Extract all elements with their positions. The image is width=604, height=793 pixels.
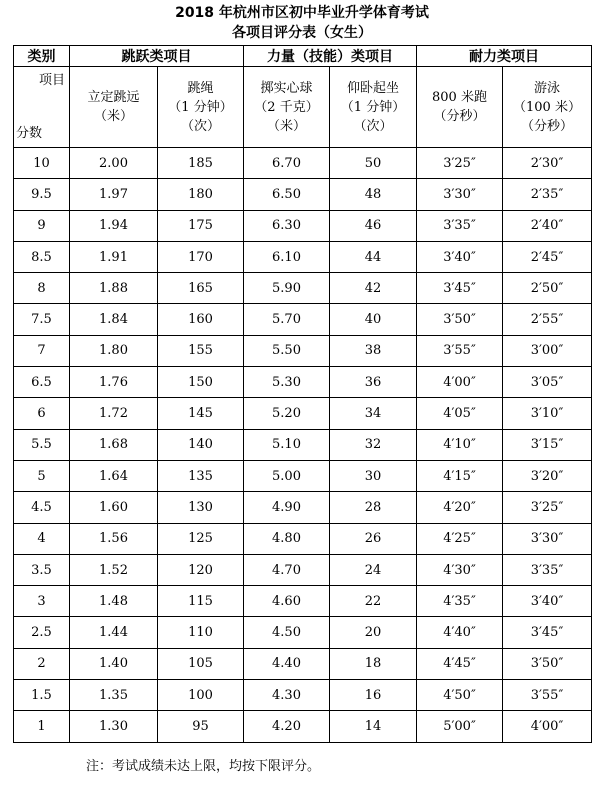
run-800m-cell: 3′25″ <box>417 148 503 179</box>
long-jump-cell: 1.44 <box>70 617 158 648</box>
table-row <box>14 648 592 679</box>
run-800m-cell: 4′10″ <box>417 429 503 460</box>
sit-ups-cell: 14 <box>330 711 417 742</box>
run-800m-cell: 4′20″ <box>417 492 503 523</box>
long-jump-cell: 1.76 <box>70 367 158 398</box>
swim-100m-cell: 3′00″ <box>503 335 592 366</box>
header-line: （1 分钟） <box>340 99 406 115</box>
score-cell: 3 <box>14 586 70 617</box>
sit-ups-cell: 40 <box>330 304 417 335</box>
endurance-group-header: 耐力类项目 <box>417 46 592 67</box>
table-row <box>14 492 592 523</box>
jump-group-header: 跳跃类项目 <box>70 46 244 67</box>
rope-skip-cell: 155 <box>158 335 244 366</box>
medicine-ball-cell: 6.50 <box>244 179 330 210</box>
table-row <box>14 680 592 711</box>
swim-100m-cell: 2′55″ <box>503 304 592 335</box>
sit-ups-cell: 22 <box>330 586 417 617</box>
header-line: （米） <box>266 118 306 134</box>
run-800m-cell: 3′40″ <box>417 241 503 272</box>
medicine-ball-cell: 6.10 <box>244 241 330 272</box>
rope-skip-cell: 170 <box>158 241 244 272</box>
score-table-body <box>14 148 592 743</box>
medicine-ball-cell: 6.70 <box>244 148 330 179</box>
score-cell: 8 <box>14 273 70 304</box>
rope-skip-cell: 105 <box>158 648 244 679</box>
run-800m-cell: 3′50″ <box>417 304 503 335</box>
rope-skip-cell: 140 <box>158 429 244 460</box>
table-row <box>14 586 592 617</box>
run-800m-cell: 4′25″ <box>417 523 503 554</box>
score-cell: 3.5 <box>14 554 70 585</box>
sit-ups-header <box>330 67 417 148</box>
run-800m-cell: 4′30″ <box>417 554 503 585</box>
swim-100m-cell: 2′40″ <box>503 210 592 241</box>
header-line: （米） <box>93 109 133 124</box>
swim-100m-cell: 3′05″ <box>503 367 592 398</box>
header-line: （1 分钟） <box>168 99 233 115</box>
sit-ups-cell: 28 <box>330 492 417 523</box>
run-800m-cell: 4′40″ <box>417 617 503 648</box>
score-cell: 2.5 <box>14 617 70 648</box>
header-line: （次） <box>353 118 393 134</box>
swim-100m-cell: 2′35″ <box>503 179 592 210</box>
long-jump-cell: 1.68 <box>70 429 158 460</box>
long-jump-cell: 1.35 <box>70 680 158 711</box>
header-line: （2 千克） <box>254 99 319 115</box>
table-row <box>14 398 592 429</box>
header-line: （分秒） <box>520 118 573 134</box>
run-800m-cell: 3′30″ <box>417 179 503 210</box>
header-line: 800 米跑 <box>432 90 487 105</box>
rope-skip-cell: 115 <box>158 586 244 617</box>
medicine-ball-cell: 6.30 <box>244 210 330 241</box>
score-cell: 6 <box>14 398 70 429</box>
sit-ups-cell: 46 <box>330 210 417 241</box>
sit-ups-cell: 24 <box>330 554 417 585</box>
score-label: 分数 <box>16 126 43 141</box>
sit-ups-cell: 50 <box>330 148 417 179</box>
medicine-ball-cell: 4.90 <box>244 492 330 523</box>
swim-100m-header <box>503 67 592 148</box>
item-score-diagonal-header <box>14 67 70 148</box>
strength-group-header: 力量（技能）类项目 <box>244 46 417 67</box>
table-row <box>14 554 592 585</box>
rope-skip-cell: 95 <box>158 711 244 742</box>
table-row <box>14 367 592 398</box>
rope-skip-cell: 145 <box>158 398 244 429</box>
table-row <box>14 179 592 210</box>
score-cell: 5 <box>14 460 70 491</box>
swim-100m-cell: 3′35″ <box>503 554 592 585</box>
rope-skip-cell: 135 <box>158 460 244 491</box>
item-label: 项目 <box>38 73 65 88</box>
swim-100m-cell: 3′30″ <box>503 523 592 554</box>
swim-100m-cell: 3′55″ <box>503 680 592 711</box>
score-cell: 10 <box>14 148 70 179</box>
table-row <box>14 210 592 241</box>
swim-100m-cell: 3′10″ <box>503 398 592 429</box>
sit-ups-cell: 18 <box>330 648 417 679</box>
medicine-ball-cell: 4.80 <box>244 523 330 554</box>
medicine-ball-cell: 5.00 <box>244 460 330 491</box>
rope-skip-cell: 110 <box>158 617 244 648</box>
score-cell: 9 <box>14 210 70 241</box>
sit-ups-cell: 34 <box>330 398 417 429</box>
score-cell: 7 <box>14 335 70 366</box>
score-cell: 1 <box>14 711 70 742</box>
sit-ups-cell: 44 <box>330 241 417 272</box>
score-cell: 6.5 <box>14 367 70 398</box>
run-800m-cell: 4′35″ <box>417 586 503 617</box>
header-line: 立定跳远 <box>87 90 140 105</box>
rope-skip-cell: 160 <box>158 304 244 335</box>
rope-skip-cell: 120 <box>158 554 244 585</box>
rope-skip-cell: 175 <box>158 210 244 241</box>
table-row <box>14 335 592 366</box>
medicine-ball-header <box>244 67 330 148</box>
header-line: （100 米） <box>513 99 581 115</box>
header-line: 仰卧起坐 <box>346 80 399 96</box>
swim-100m-cell: 2′45″ <box>503 241 592 272</box>
long-jump-cell: 1.84 <box>70 304 158 335</box>
medicine-ball-cell: 4.20 <box>244 711 330 742</box>
header-line: 跳绳 <box>187 80 214 96</box>
rope-skip-cell: 180 <box>158 179 244 210</box>
sit-ups-cell: 20 <box>330 617 417 648</box>
long-jump-cell: 1.72 <box>70 398 158 429</box>
rope-skip-cell: 130 <box>158 492 244 523</box>
rope-skip-cell: 150 <box>158 367 244 398</box>
long-jump-cell: 1.80 <box>70 335 158 366</box>
sit-ups-cell: 38 <box>330 335 417 366</box>
column-header-row <box>14 67 592 148</box>
run-800m-cell: 4′50″ <box>417 680 503 711</box>
rope-skip-cell: 125 <box>158 523 244 554</box>
table-subtitle: 各项目评分表（女生） <box>232 25 372 41</box>
long-jump-cell: 1.40 <box>70 648 158 679</box>
medicine-ball-cell: 4.60 <box>244 586 330 617</box>
rope-skip-cell: 100 <box>158 680 244 711</box>
category-header: 类别 <box>14 46 70 67</box>
header-line: 掷实心球 <box>260 80 313 96</box>
swim-100m-cell: 2′50″ <box>503 273 592 304</box>
table-row <box>14 617 592 648</box>
table-row <box>14 273 592 304</box>
score-table <box>13 45 592 743</box>
score-cell: 4 <box>14 523 70 554</box>
long-jump-cell: 1.97 <box>70 179 158 210</box>
table-row <box>14 148 592 179</box>
run-800m-cell: 4′45″ <box>417 648 503 679</box>
run-800m-header <box>417 67 503 148</box>
medicine-ball-cell: 5.90 <box>244 273 330 304</box>
swim-100m-cell: 3′15″ <box>503 429 592 460</box>
long-jump-cell: 1.48 <box>70 586 158 617</box>
long-jump-cell: 1.52 <box>70 554 158 585</box>
run-800m-cell: 3′35″ <box>417 210 503 241</box>
long-jump-cell: 1.30 <box>70 711 158 742</box>
header-line: （分秒） <box>433 109 486 124</box>
medicine-ball-cell: 5.70 <box>244 304 330 335</box>
long-jump-header <box>70 67 158 148</box>
long-jump-cell: 1.88 <box>70 273 158 304</box>
score-cell: 5.5 <box>14 429 70 460</box>
sit-ups-cell: 32 <box>330 429 417 460</box>
swim-100m-cell: 3′25″ <box>503 492 592 523</box>
score-cell: 2 <box>14 648 70 679</box>
run-800m-cell: 4′05″ <box>417 398 503 429</box>
medicine-ball-cell: 4.40 <box>244 648 330 679</box>
rope-skip-cell: 185 <box>158 148 244 179</box>
table-row <box>14 241 592 272</box>
sit-ups-cell: 30 <box>330 460 417 491</box>
swim-100m-cell: 2′30″ <box>503 148 592 179</box>
sit-ups-cell: 16 <box>330 680 417 711</box>
medicine-ball-cell: 5.10 <box>244 429 330 460</box>
rope-skip-cell: 165 <box>158 273 244 304</box>
group-header-row <box>14 46 592 67</box>
table-row <box>14 429 592 460</box>
long-jump-cell: 1.56 <box>70 523 158 554</box>
medicine-ball-cell: 5.50 <box>244 335 330 366</box>
run-800m-cell: 3′45″ <box>417 273 503 304</box>
long-jump-cell: 2.00 <box>70 148 158 179</box>
score-cell: 1.5 <box>14 680 70 711</box>
swim-100m-cell: 3′20″ <box>503 460 592 491</box>
swim-100m-cell: 3′50″ <box>503 648 592 679</box>
long-jump-cell: 1.60 <box>70 492 158 523</box>
score-cell: 4.5 <box>14 492 70 523</box>
swim-100m-cell: 4′00″ <box>503 711 592 742</box>
sit-ups-cell: 36 <box>330 367 417 398</box>
table-row <box>14 711 592 742</box>
score-cell: 7.5 <box>14 304 70 335</box>
rope-skip-header <box>158 67 244 148</box>
page-title: 2018 年杭州市区初中毕业升学体育考试 <box>175 5 429 21</box>
long-jump-cell: 1.64 <box>70 460 158 491</box>
sit-ups-cell: 48 <box>330 179 417 210</box>
run-800m-cell: 4′15″ <box>417 460 503 491</box>
run-800m-cell: 3′55″ <box>417 335 503 366</box>
medicine-ball-cell: 5.30 <box>244 367 330 398</box>
header-line: （次） <box>180 118 220 134</box>
footnote: 注：考试成绩未达上限，均按下限评分。 <box>86 759 321 774</box>
table-row <box>14 304 592 335</box>
swim-100m-cell: 3′40″ <box>503 586 592 617</box>
run-800m-cell: 4′00″ <box>417 367 503 398</box>
medicine-ball-cell: 4.50 <box>244 617 330 648</box>
medicine-ball-cell: 5.20 <box>244 398 330 429</box>
long-jump-cell: 1.91 <box>70 241 158 272</box>
header-line: 游泳 <box>533 80 560 96</box>
swim-100m-cell: 3′45″ <box>503 617 592 648</box>
medicine-ball-cell: 4.30 <box>244 680 330 711</box>
score-cell: 8.5 <box>14 241 70 272</box>
run-800m-cell: 5′00″ <box>417 711 503 742</box>
table-row <box>14 523 592 554</box>
score-cell: 9.5 <box>14 179 70 210</box>
table-row <box>14 460 592 491</box>
sit-ups-cell: 42 <box>330 273 417 304</box>
long-jump-cell: 1.94 <box>70 210 158 241</box>
sit-ups-cell: 26 <box>330 523 417 554</box>
medicine-ball-cell: 4.70 <box>244 554 330 585</box>
